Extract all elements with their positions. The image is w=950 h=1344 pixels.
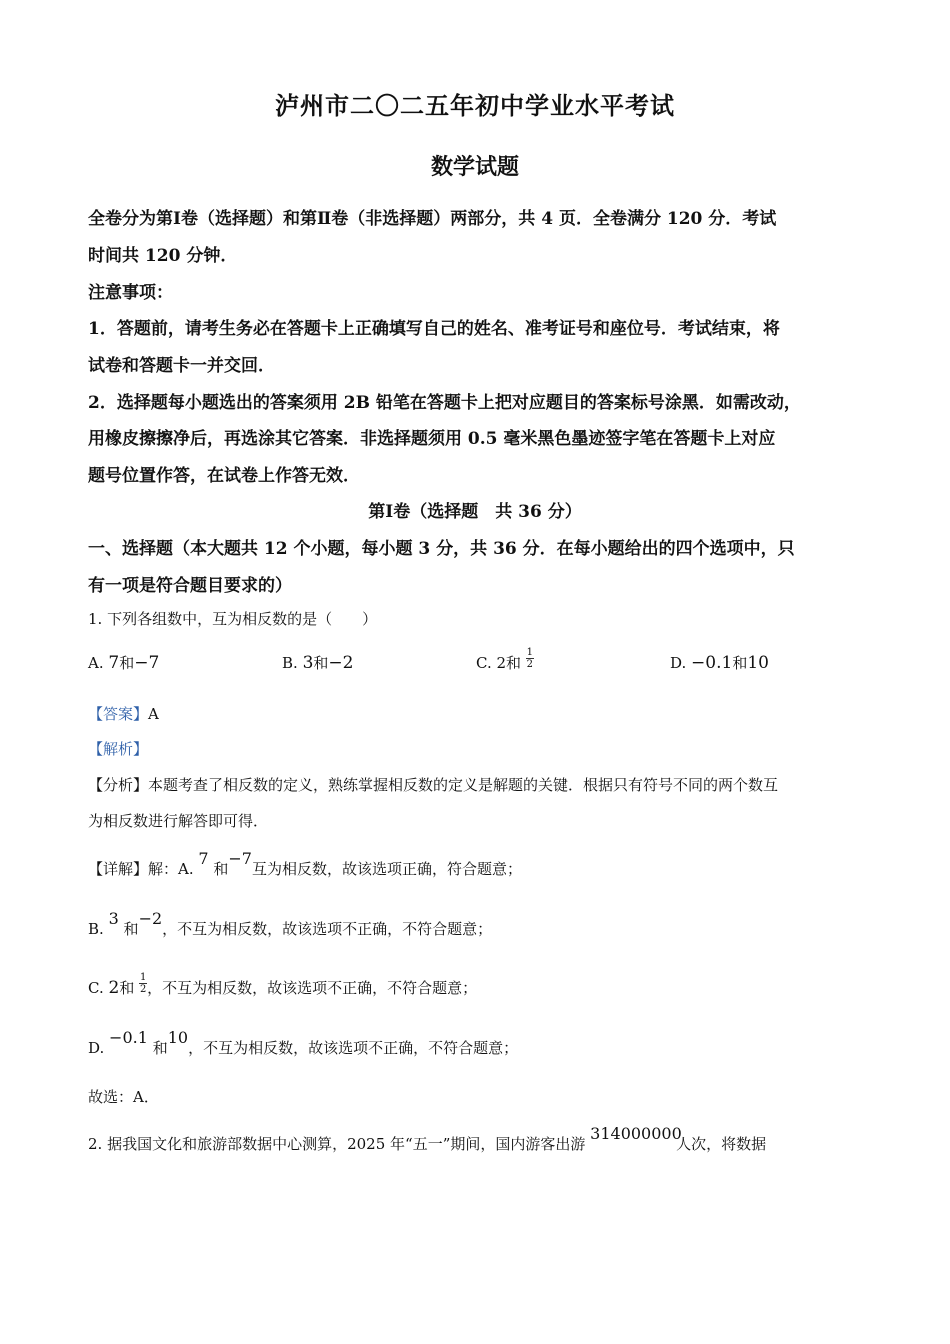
detail-d-line	[88, 1028, 519, 1058]
detail-c-label: C.	[88, 979, 104, 997]
notes-heading: 注意事项：	[88, 283, 173, 303]
fenxi-line-1: 【分析】本题考查了相反数的定义，熟练掌握相反数的定义是解题的关键．根据只有符号不同的两个数互	[88, 776, 779, 794]
option-a	[88, 652, 159, 673]
note-1-line-1: 1．答题前，请考生务必在答题卡上正确填写自己的姓名、准考证号和座位号．考试结束，将	[88, 319, 780, 339]
option-b-label: B.	[282, 654, 298, 672]
detail-d-value-2: 10	[167, 1028, 189, 1047]
option-d-value-1: −0.1	[691, 653, 733, 673]
detail-b-and: 和	[123, 920, 139, 938]
detail-c-line	[88, 971, 478, 1001]
detail-d-and: 和	[152, 1039, 168, 1057]
analysis-tag: 【解析】	[88, 740, 149, 758]
intro-line-1: 全卷分为第Ⅰ卷（选择题）和第Ⅱ卷（非选择题）两部分，共 4 页．全卷满分 120 分．考试	[88, 209, 777, 229]
conclusion: 故选：A．	[88, 1088, 159, 1106]
option-c-fraction	[526, 647, 534, 670]
detail-prefix: 【详解】解：A.	[88, 860, 194, 878]
answer-value: A	[148, 705, 159, 723]
detail-c-denominator: 2	[139, 983, 147, 995]
option-c-and: 和	[506, 654, 522, 672]
detail-d-value-1: −0.1	[109, 1028, 148, 1047]
option-b-value-2: −2	[328, 653, 354, 673]
option-d-label: D.	[670, 654, 687, 672]
detail-c-text: ，不互为相反数，故该选项不正确，不符合题意；	[147, 979, 478, 997]
question-2-stem	[88, 1124, 767, 1154]
section-1-line-1: 一、选择题（本大题共 12 个小题，每小题 3 分，共 36 分．在每小题给出的四个选项中，只	[88, 539, 795, 559]
detail-d-label: D.	[88, 1039, 105, 1057]
subject-title: 数学试题	[430, 154, 519, 180]
option-a-and: 和	[119, 654, 135, 672]
detail-c-value-1: 2	[108, 978, 120, 998]
section-1-line-2: 有一项是符合题目要求的）	[88, 576, 292, 596]
option-d	[670, 652, 769, 673]
option-a-label: A.	[88, 654, 104, 672]
option-d-value-2: 10	[747, 653, 769, 673]
question-2-stem-start: 2. 据我国文化和旅游部数据中心测算，2025 年“五一”期间，国内游客出游	[88, 1135, 586, 1153]
option-c-denominator: 2	[526, 658, 534, 670]
option-d-and: 和	[732, 654, 748, 672]
detail-a-value-2: −7	[228, 849, 252, 868]
detail-c-fraction	[139, 972, 147, 995]
detail-a-line	[88, 849, 522, 879]
option-c	[476, 646, 534, 676]
option-b	[282, 652, 353, 673]
option-b-and: 和	[313, 654, 329, 672]
intro-line-2: 时间共 120 分钟．	[88, 246, 238, 266]
answer-line	[88, 703, 159, 724]
option-c-label: C.	[476, 654, 492, 672]
note-2-line-3: 题号位置作答，在试卷上作答无效．	[88, 466, 360, 486]
option-c-value-1: 2	[496, 654, 507, 672]
note-2-line-2: 用橡皮擦擦净后，再选涂其它答案．非选择题须用 0.5 毫米黑色墨迹签字笔在答题卡上对应	[88, 429, 776, 449]
detail-a-and: 和	[213, 860, 229, 878]
detail-b-value-1: 3	[108, 909, 119, 928]
fenxi-line-2: 为相反数进行解答即可得．	[88, 812, 269, 830]
question-1-stem: 1. 下列各组数中，互为相反数的是（ ）	[88, 610, 378, 628]
question-2-stem-end: 人次，将数据	[676, 1135, 767, 1153]
note-1-line-2: 试卷和答题卡一并交回．	[88, 356, 275, 376]
detail-b-line	[88, 909, 493, 939]
question-2-number: 314000000	[590, 1124, 682, 1143]
detail-d-text: ，不互为相反数，故该选项不正确，不符合题意；	[188, 1039, 519, 1057]
detail-b-text: ，不互为相反数，故该选项不正确，不符合题意；	[162, 920, 493, 938]
detail-c-and: 和	[119, 979, 135, 997]
detail-a-value-1: 7	[198, 849, 209, 868]
detail-b-value-2: −2	[138, 909, 163, 928]
part-1-heading: 第Ⅰ卷（选择题 共 36 分）	[368, 502, 582, 522]
option-c-numerator: 1	[526, 646, 534, 658]
option-a-value-2: −7	[134, 653, 160, 673]
exam-title: 泸州市二〇二五年初中学业水平考试	[275, 91, 675, 120]
option-a-value-1: 7	[108, 653, 120, 673]
detail-a-text: 互为相反数，故该选项正确，符合题意；	[251, 860, 522, 878]
detail-b-label: B.	[88, 920, 104, 938]
answer-tag: 【答案】	[88, 705, 149, 723]
option-b-value-1: 3	[302, 653, 314, 673]
detail-c-numerator: 1	[139, 971, 147, 983]
note-2-line-1: 2．选择题每小题选出的答案须用 2B 铅笔在答题卡上把对应题目的答案标号涂黑．如需改动，	[88, 393, 801, 413]
